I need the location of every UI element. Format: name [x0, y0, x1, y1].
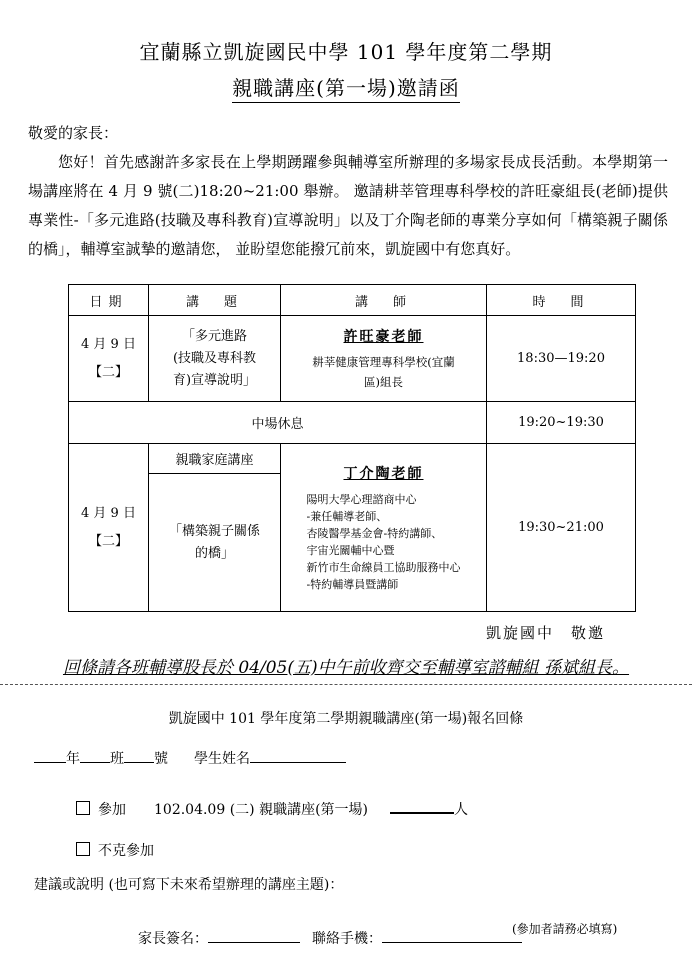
row1-lecturer	[281, 316, 487, 402]
row2-affiliation-line: -兼任輔導老師、	[306, 509, 388, 523]
row2-affiliation-line: 杏陵醫學基金會-特約講師、	[306, 526, 443, 540]
row2-topic-line: 的橋」	[194, 545, 234, 561]
row1-date-line2: 【二】	[88, 364, 128, 380]
signature-row	[138, 928, 522, 948]
attend-detail: 102.04.09 (二) 親職講座(第一場)	[154, 802, 368, 818]
row2-lecturer	[281, 444, 487, 612]
number-label: 號	[154, 751, 168, 767]
signature: 凱旋國中 敬邀	[486, 624, 606, 642]
event-title	[0, 72, 692, 101]
schedule-break-row	[69, 402, 636, 444]
row2-affiliation	[307, 491, 461, 593]
people-unit: 人	[454, 802, 468, 818]
decline-label: 不克參加	[98, 843, 154, 859]
row2-affiliation-line: -特約輔導員暨講師	[306, 577, 399, 591]
header-topic: 講 題	[149, 285, 281, 316]
row2-affiliation-line: 宇宙光關輔中心暨	[306, 543, 395, 557]
row2-topic-line: 「構築親子關係	[168, 523, 260, 539]
parent-sign-blank[interactable]	[208, 928, 300, 943]
break-time: 19:20~19:30	[487, 402, 636, 444]
row1-affiliation-line: 區)組長	[364, 374, 403, 389]
row2-affiliation-line: 新竹市生命線員工協助服務中心	[306, 560, 461, 574]
student-name-blank[interactable]	[250, 748, 346, 763]
row2-topic	[149, 474, 281, 612]
header-time: 時 間	[487, 285, 636, 316]
row1-affiliation-line: 耕莘健康管理專科學校(宜蘭	[312, 354, 455, 369]
student-info-line	[34, 748, 346, 768]
greeting: 敬愛的家長：	[28, 124, 119, 142]
cut-line	[0, 684, 692, 685]
attend-checkbox[interactable]	[76, 801, 90, 815]
header-lecturer: 講 師	[281, 285, 487, 316]
row2-time: 19:30~21:00	[487, 444, 636, 612]
schedule-header-row	[69, 285, 636, 316]
header-date: 日期	[69, 285, 149, 316]
parent-sign-label: 家長簽名：	[138, 931, 208, 947]
school-title: 宜蘭縣立凱旋國民中學 101 學年度第二學期	[139, 40, 553, 64]
row2-date	[69, 444, 149, 612]
decline-checkbox[interactable]	[76, 842, 90, 856]
reply-form-title: 凱旋國中 101 學年度第二學期親職講座(第一場)報名回條	[168, 711, 524, 727]
phone-blank[interactable]	[382, 928, 522, 943]
row2-date-line1: 4 月 9 日	[81, 505, 136, 521]
required-note: (參加者請務必填寫)	[512, 922, 618, 936]
year-label: 年	[66, 751, 80, 767]
student-name-label: 學生姓名	[194, 751, 250, 767]
row1-date-line1: 4 月 9 日	[81, 336, 136, 352]
suggestion-label: 建議或說明 (也可寫下未來希望辦理的講座主題)：	[34, 877, 344, 893]
number-blank[interactable]	[124, 748, 154, 763]
row1-time: 18:30—19:20	[487, 316, 636, 402]
people-count-blank[interactable]	[390, 798, 454, 814]
return-notice: 回條請各班輔導股長於 04/05(五)中午前收齊交至輔導室諮輔組 孫斌組長。	[62, 658, 630, 678]
event-title-text: 親職講座(第一場)邀請函	[232, 76, 460, 103]
row1-affiliation	[281, 352, 486, 392]
row1-topic-line: (技職及專科教	[172, 350, 257, 366]
schedule-table	[68, 284, 636, 612]
attend-label: 參加	[98, 802, 126, 818]
attend-option	[76, 798, 468, 819]
row1-topic	[149, 316, 281, 402]
letter-body: 您好！首先感謝許多家長在上學期踴躍參與輔導室所辦理的多場家長成長活動。本學期第一場講座將在 4 月 9 號(二)18:20~21:00 舉辦。 邀請耕莘管理專科學校的許旺豪組長(老師)提供專業性-「多元進路(技職及專科教育)宣導說明」以及丁介陶老師的專業分享如何「構築親子關係的橋」，輔導室誠摯的邀請您， 並盼望您能撥冗前來，凱旋國中有您真好。	[28, 153, 668, 258]
schedule-row-1	[69, 316, 636, 402]
row2-affiliation-line: 陽明大學心理諮商中心	[306, 492, 417, 506]
row1-lecturer-name: 許旺豪老師	[343, 328, 424, 345]
row1-topic-line: 「多元進路	[181, 328, 247, 344]
phone-label: 聯絡手機：	[312, 931, 382, 947]
class-blank[interactable]	[80, 748, 110, 763]
row1-date	[69, 316, 149, 402]
row1-topic-line: 育)宣導說明」	[172, 372, 257, 388]
class-label: 班	[110, 751, 124, 767]
decline-option	[76, 840, 154, 860]
row2-date-line2: 【二】	[88, 533, 128, 549]
break-label: 中場休息	[69, 402, 487, 444]
row2-topic-category: 親職家庭講座	[149, 444, 281, 474]
row2-lecturer-name: 丁介陶老師	[343, 465, 424, 482]
year-blank[interactable]	[34, 748, 66, 763]
schedule-row-2-top	[69, 444, 636, 474]
